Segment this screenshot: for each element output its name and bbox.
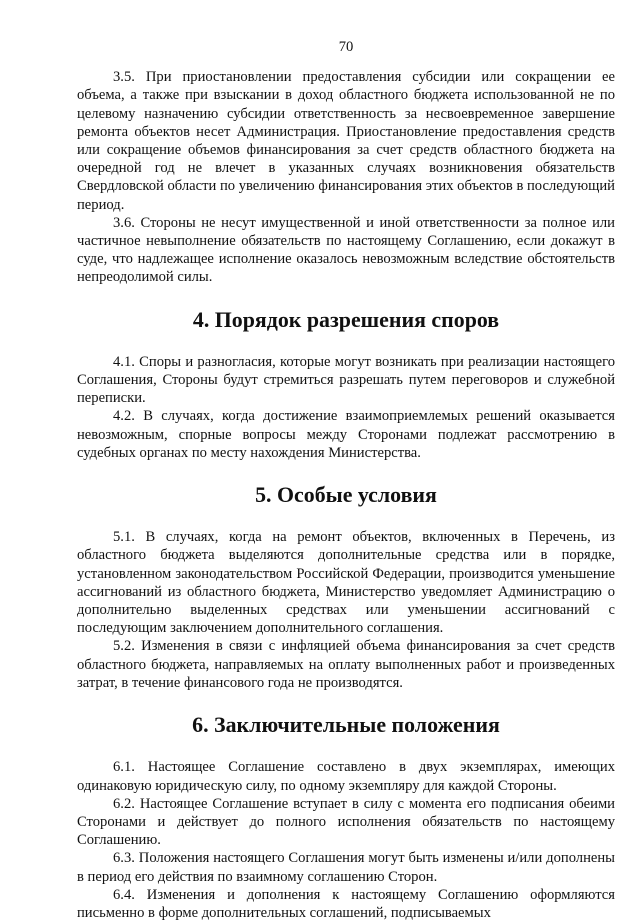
section-heading-4: 4. Порядок разрешения споров <box>192 306 500 332</box>
paragraph-6-3: 6.3. Положения настоящего Соглашения могут быть изменены и/или дополнены в период его действия по взаимному соглашению Сторон. <box>77 850 615 885</box>
paragraph-6-2: 6.2. Настоящее Соглашение вступает в силу с момента его подписания обеими Сторонами и действует до полного исполнения обязательств по настоящему Соглашению. <box>77 795 615 849</box>
page-number: 70 <box>338 39 354 55</box>
section-heading-5: 5. Особые условия <box>255 482 437 508</box>
paragraph-6-1: 6.1. Настоящее Соглашение составлено в двух экземплярах, имеющих одинаковую юридическую силу, по одному экземпляру для каждой Стороны. <box>77 759 615 794</box>
paragraph-4-1: 4.1. Споры и разногласия, которые могут возникать при реализации настоящего Соглашения, Стороны будут стремиться разрешать путем переговоров и служебной переписки. <box>77 353 615 407</box>
paragraph-5-2: 5.2. Изменения в связи с инфляцией объема финансирования за счет средств областного бюджета, направляемых на оплату выполненных работ и произведенных затрат, в течение финансового года не производятся. <box>77 638 615 691</box>
paragraph-3-6: 3.6. Стороны не несут имущественной и иной ответственности за полное или частичное невыполнение обязательств по настоящему Соглашению, если докажут в суде, что надлежащее исполнение оказалось невозможным вследствие обстоятельств непреодолимой силы. <box>77 214 615 286</box>
paragraph-5-1: 5.1. В случаях, когда на ремонт объектов, включенных в Перечень, из областного бюджета выделяются дополнительные средства или в порядке, установленном законодательством Российской Федерации, производится уменьшение ассигнований из областного бюджета, Министерство уведомляет Администрацию о дополнительно выделенных средствах или уменьшении ассигнований с последующим заключением дополнительного соглашения. <box>77 529 615 637</box>
paragraph-3-5: 3.5. При приостановлении предоставления субсидии или сокращении ее объема, а также при взыскании в доход областного бюджета использованной не по целевому назначению субсидии ответственность за несвоевременное завершение ремонта объектов несет Администрация. Приостановление предоставления средств или сокращение объемов финансирования за счет средств областного бюджета на очередной год не влечет в указанных случаях возникновения обязательств Свердловской области по увеличению финансирования этих объектов в последующий период. <box>77 69 615 213</box>
document-page <box>77 38 615 922</box>
paragraph-6-4: 6.4. Изменения и дополнения к настоящему Соглашению оформляются письменно в форме дополнительных соглашений, подписываемых <box>77 886 615 921</box>
section-heading-6: 6. Заключительные положения <box>192 712 500 738</box>
paragraph-4-2: 4.2. В случаях, когда достижение взаимоприемлемых решений оказывается невозможным, спорные вопросы между Сторонами подлежат рассмотрению в судебных органах по месту нахождения Министерства. <box>77 408 615 461</box>
